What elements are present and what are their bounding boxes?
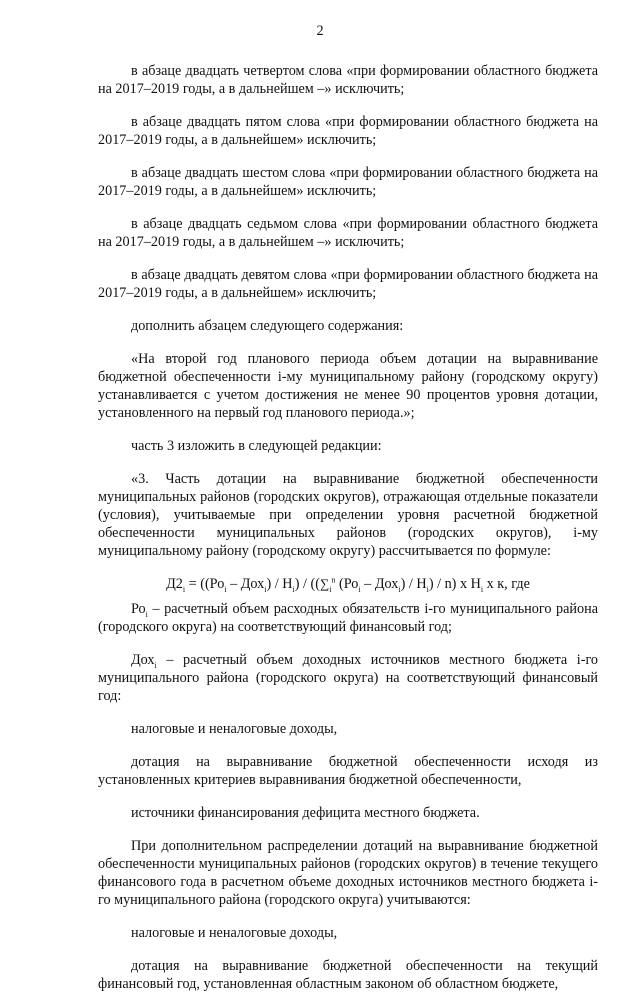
paragraph-15: дотация на выравнивание бюджетной обеспеченности на текущий финансовый год, установленная областным законом об областном бюджете, (98, 958, 598, 992)
formula-equals: = (188, 576, 197, 592)
formula-part: ) / n) х Н (428, 576, 481, 592)
paragraph-2: в абзаце двадцать пятом слова «при формировании областного бюджета на 2017–2019 годы, а в дальнейшем» исключить; (98, 114, 598, 148)
paragraph-9: «3. Часть дотации на выравнивание бюджетной обеспеченности муниципальных районов (городских округов), отражающая отдельные показатели (условия), учитываемые при определении уровня расчетной бюджетной обеспеченности муниципальных районов (городских округов), i-му муниципальному району (городскому округу) рассчитывается по формуле: (98, 471, 598, 559)
formula-sub: i (292, 584, 295, 594)
definition-ro (98, 600, 598, 636)
definition-dox (98, 651, 598, 705)
paragraph-12: источники финансирования дефицита местного бюджета. (131, 805, 480, 821)
paragraph-14: налоговые и неналоговые доходы, (131, 925, 338, 941)
formula-sub: i (224, 584, 227, 594)
formula-part: ) / (( (294, 576, 320, 592)
formula-lhs: Д2 (166, 576, 183, 592)
formula-sup: n (331, 575, 336, 585)
formula-part: ((Ро (200, 576, 225, 592)
formula-sub: i (358, 584, 361, 594)
paragraph-1: в абзаце двадцать четвертом слова «при формировании областного бюджета на 2017–2019 годы, а в дальнейшем –» исключить; (98, 63, 598, 97)
paragraph-13: При дополнительном распределении дотаций на выравнивание бюджетной обеспеченности муниципальных районов (городских округов) в течение текущего финансового года в расчетном объеме доходных источников местного бюджета i-го муниципального района (городского округа) учитываются: (98, 838, 598, 908)
formula-part: ) / Н (266, 576, 293, 592)
paragraph-6: дополнить абзацем следующего содержания: (131, 318, 404, 334)
formula (98, 575, 598, 593)
paragraph-3: в абзаце двадцать шестом слова «при формировании областного бюджета на 2017–2019 годы, а в дальнейшем» исключить; (98, 165, 598, 199)
paragraph-8: часть 3 изложить в следующей редакции: (131, 438, 382, 454)
definition-sub: i (154, 660, 157, 670)
formula-part: ) / Н (400, 576, 427, 592)
page-number: 2 (316, 23, 324, 39)
formula-part: – Дох (230, 576, 265, 592)
definition-symbol: Дох (131, 652, 155, 668)
paragraph-10: налоговые и неналоговые доходы, (131, 721, 338, 737)
paragraph-4: в абзаце двадцать седьмом слова «при формировании областного бюджета на 2017–2019 годы, а в дальнейшем –» исключить; (98, 216, 598, 250)
paragraph-7: «На второй год планового периода объем дотации на выравнивание бюджетной обеспеченности i-му муниципальному району (городскому округу) устанавливается с учетом достижения не менее 90 процентов уровня дотации, установленного на первый год планового периода.»; (98, 351, 598, 421)
definition-sub: i (145, 609, 148, 619)
formula-sub: i (329, 584, 332, 594)
formula-part: – Дох (364, 576, 399, 592)
formula-sub: i (480, 584, 484, 594)
paragraph-11: дотация на выравнивание бюджетной обеспеченности исходя из установленных критериев выравнивания бюджетной обеспеченности, (98, 754, 598, 788)
formula-part: (Ро (339, 576, 359, 592)
document-body (98, 62, 598, 1008)
formula-part: х к, где (486, 576, 530, 592)
formula-sub: i (264, 584, 267, 594)
formula-sub: i (182, 584, 186, 594)
sum-symbol: ∑ (319, 576, 330, 591)
formula-sub: i (426, 584, 429, 594)
paragraph-5: в абзаце двадцать девятом слова «при формировании областного бюджета на 2017–2019 годы, а в дальнейшем» исключить; (98, 267, 598, 301)
definition-text: – расчетный объем расходных обязательств i-го муниципального района (городского округа) на соответствующий финансовый год; (98, 601, 598, 635)
definition-symbol: Ро (131, 601, 146, 617)
formula-sub: i (398, 584, 401, 594)
definition-text: – расчетный объем доходных источников местного бюджета i-го муниципального района (городского округа) на соответствующий финансовый год: (98, 652, 599, 704)
